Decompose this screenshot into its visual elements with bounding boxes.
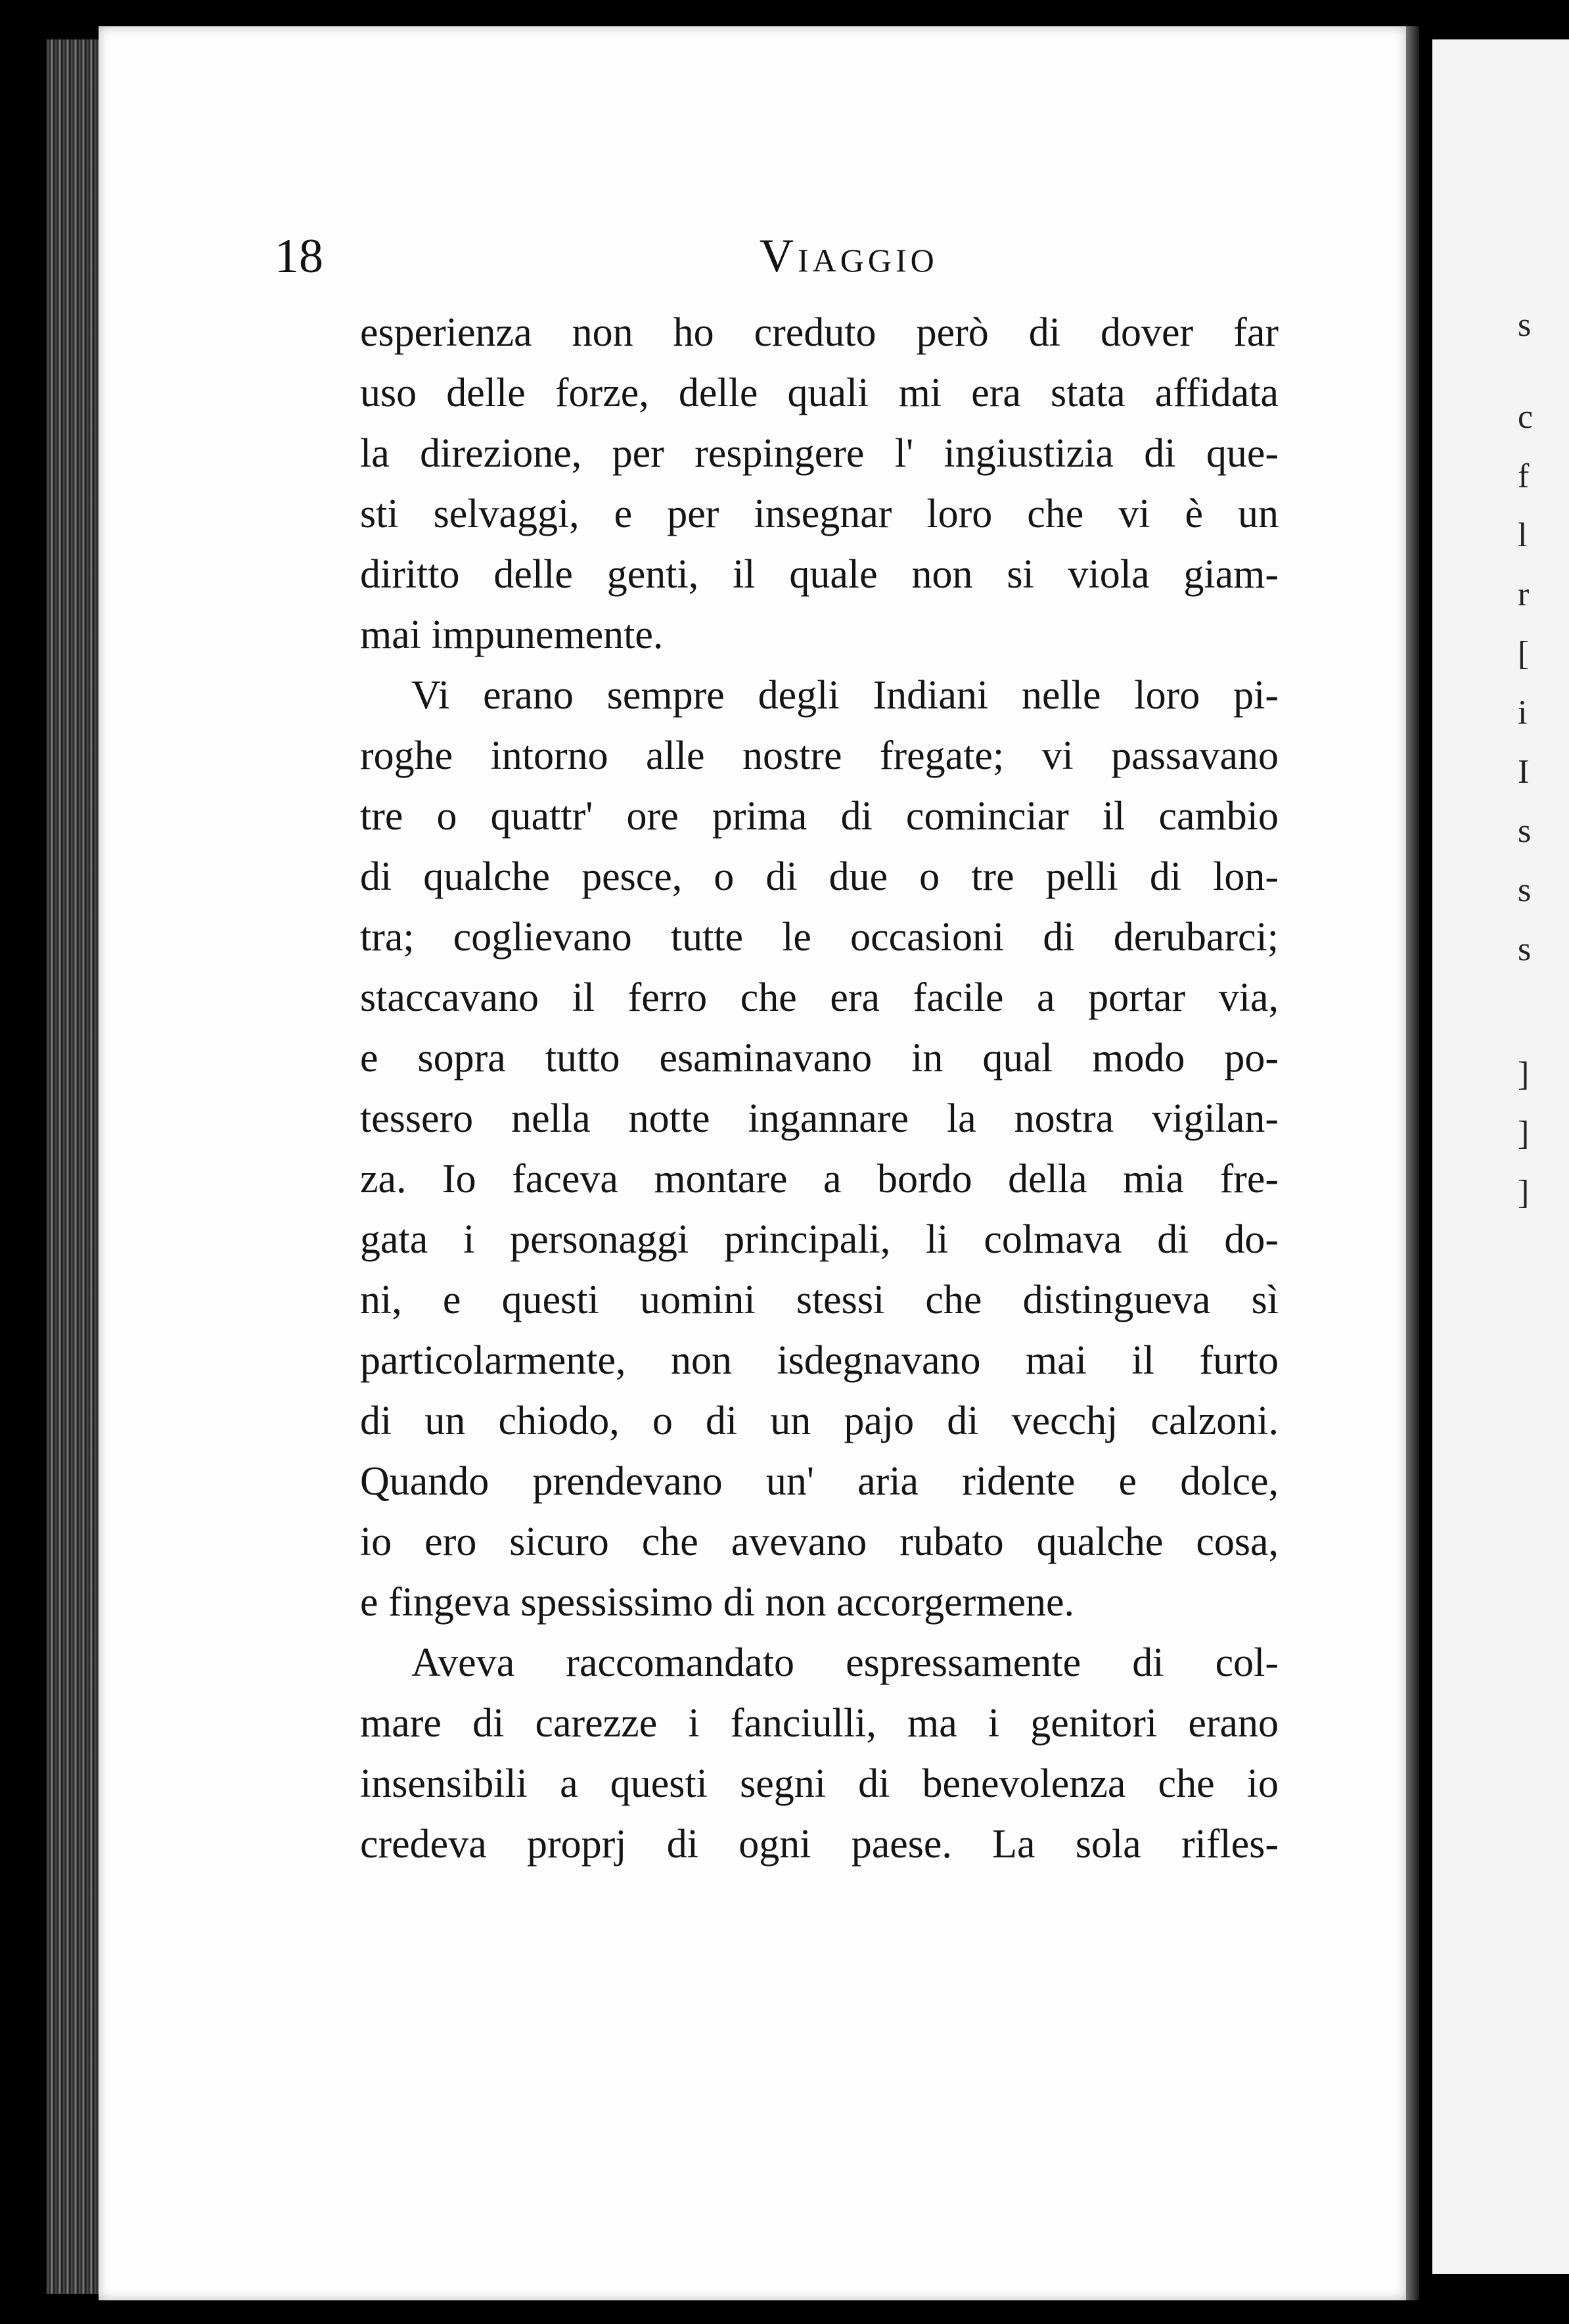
text-line: insensibili a questi segni di benevolenza che io bbox=[360, 1761, 1279, 1806]
text-line: esperienza non ho creduto però di dover far bbox=[360, 310, 1279, 355]
facing-page-fragment: i bbox=[1518, 694, 1528, 732]
text-line: io ero sicuro che avevano rubato qualche cosa, bbox=[360, 1520, 1279, 1564]
facing-page-fragment: f bbox=[1518, 457, 1530, 495]
facing-page-fragment: ] bbox=[1518, 1174, 1530, 1211]
text-line: mai impunemente. bbox=[360, 613, 664, 657]
body-text bbox=[360, 302, 1279, 1874]
facing-page-fragment: [ bbox=[1518, 635, 1530, 672]
text-line: mare di carezze i fanciulli, ma i genitori erano bbox=[360, 1701, 1279, 1746]
text-line: e sopra tutto esaminavano in qual modo po- bbox=[360, 1036, 1279, 1081]
text-line: diritto delle genti, il quale non si viola giam- bbox=[360, 552, 1279, 597]
text-line: di qualche pesce, o di due o tre pelli di lon- bbox=[360, 854, 1279, 899]
text-line: tre o quattr' ore prima di cominciar il cambio bbox=[360, 794, 1279, 839]
facing-page-fragment: I bbox=[1518, 753, 1530, 791]
facing-page-fragment: s bbox=[1518, 872, 1532, 909]
text-line: sti selvaggi, e per insegnar loro che vi è un bbox=[360, 492, 1279, 536]
page-header bbox=[275, 229, 1286, 301]
facing-page-fragment: s bbox=[1518, 812, 1532, 850]
text-line: staccavano il ferro che era facile a portar via, bbox=[360, 975, 1279, 1020]
text-line: di un chiodo, o di un pajo di vecchj calzoni. bbox=[360, 1399, 1279, 1443]
text-line: credeva proprj di ogni paese. La sola rifles- bbox=[360, 1822, 1279, 1867]
facing-page-fragment: s bbox=[1518, 931, 1532, 968]
book-binding bbox=[46, 39, 105, 2294]
text-line: za. Io faceva montare a bordo della mia fre- bbox=[360, 1157, 1279, 1201]
running-head: Viaggio bbox=[760, 229, 938, 282]
text-line: roghe intorno alle nostre fregate; vi passavano bbox=[360, 733, 1279, 778]
text-line: e fingeva spessissimo di non accorgermene. bbox=[360, 1580, 1074, 1625]
facing-page-fragment: c bbox=[1518, 398, 1534, 436]
text-line: tra; coglievano tutte le occasioni di derubarci; bbox=[360, 915, 1279, 960]
text-line: Vi erano sempre degli Indiani nelle loro pi- bbox=[411, 673, 1279, 718]
page-number: 18 bbox=[275, 229, 323, 283]
text-line: Quando prendevano un' aria ridente e dolce, bbox=[360, 1459, 1279, 1504]
text-line: uso delle forze, delle quali mi era stata affidata bbox=[360, 371, 1279, 415]
facing-page-fragment: s bbox=[1518, 306, 1532, 344]
facing-page-fragment: l bbox=[1518, 517, 1528, 554]
text-line: tessero nella notte ingannare la nostra vigilan- bbox=[360, 1096, 1279, 1141]
text-line: Aveva raccomandato espressamente di col- bbox=[411, 1640, 1279, 1685]
facing-page-fragment: r bbox=[1518, 576, 1530, 613]
text-line: la direzione, per respingere l' ingiustizia di que- bbox=[360, 431, 1279, 476]
text-line: gata i personaggi principali, li colmava di do- bbox=[360, 1217, 1279, 1262]
facing-page-fragment: ] bbox=[1518, 1056, 1530, 1093]
text-line: ni, e questi uomini stessi che distingueva sì bbox=[360, 1278, 1279, 1322]
facing-page-edge bbox=[1432, 39, 1569, 2274]
text-line: particolarmente, non isdegnavano mai il furto bbox=[360, 1338, 1279, 1383]
facing-page-fragment: ] bbox=[1518, 1115, 1530, 1152]
